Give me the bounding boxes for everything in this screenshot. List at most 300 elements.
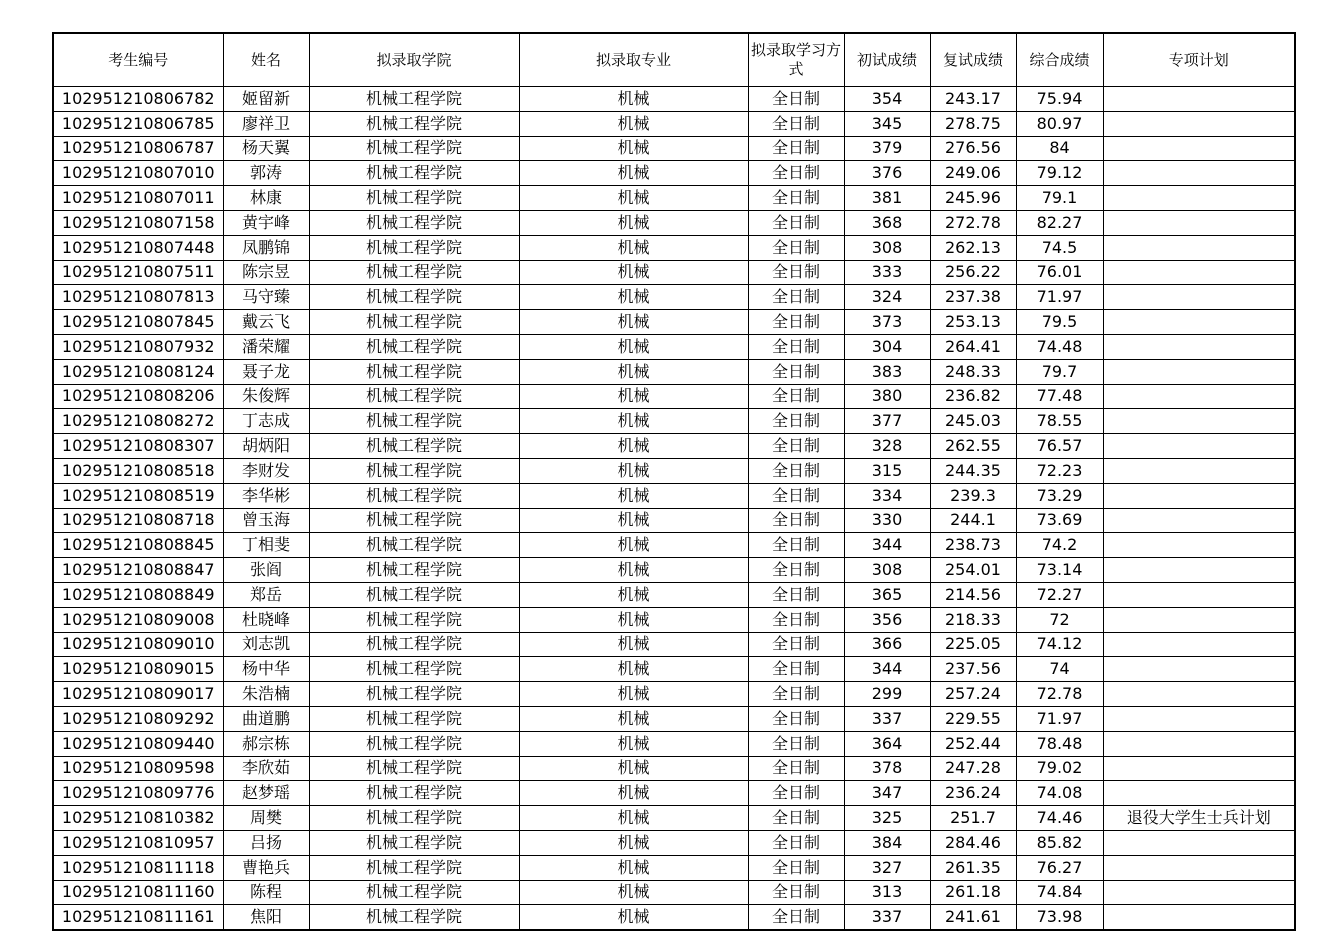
college-cell: 机械工程学院 [309,186,519,211]
name-cell: 丁相斐 [223,533,309,558]
retest-score-cell: 225.05 [930,632,1016,657]
special-plan-cell [1103,434,1295,459]
name-cell: 周樊 [223,806,309,831]
retest-score-cell: 214.56 [930,582,1016,607]
candidate-id-cell: 102951210808845 [53,533,223,558]
major-cell: 机械 [519,905,748,930]
candidate-id-cell: 102951210808519 [53,483,223,508]
initial-score-cell: 325 [844,806,930,831]
name-cell: 赵梦瑶 [223,781,309,806]
initial-score-cell: 337 [844,706,930,731]
special-plan-cell [1103,508,1295,533]
candidate-id-cell: 102951210811160 [53,880,223,905]
study-mode-cell: 全日制 [748,682,844,707]
total-score-cell: 74.48 [1016,334,1103,359]
table-row [53,409,1295,434]
special-plan-cell [1103,682,1295,707]
special-plan-cell [1103,632,1295,657]
name-cell: 胡炳阳 [223,434,309,459]
table-row [53,558,1295,583]
table-row [53,855,1295,880]
candidate-id-cell: 102951210807813 [53,285,223,310]
total-score-cell: 72.23 [1016,458,1103,483]
college-cell: 机械工程学院 [309,285,519,310]
college-cell: 机械工程学院 [309,483,519,508]
initial-score-cell: 377 [844,409,930,434]
study-mode-cell: 全日制 [748,161,844,186]
retest-score-cell: 245.96 [930,186,1016,211]
major-cell: 机械 [519,334,748,359]
retest-score-cell: 256.22 [930,260,1016,285]
college-cell: 机械工程学院 [309,582,519,607]
major-cell: 机械 [519,855,748,880]
name-cell: 杜晓峰 [223,607,309,632]
special-plan-cell [1103,558,1295,583]
major-cell: 机械 [519,260,748,285]
college-cell: 机械工程学院 [309,161,519,186]
college-cell: 机械工程学院 [309,706,519,731]
major-cell: 机械 [519,210,748,235]
retest-score-cell: 276.56 [930,136,1016,161]
candidate-id-cell: 102951210806782 [53,87,223,112]
candidate-id-cell: 102951210808847 [53,558,223,583]
initial-score-cell: 384 [844,830,930,855]
retest-score-cell: 262.13 [930,235,1016,260]
table-row [53,508,1295,533]
candidate-id-cell: 102951210810382 [53,806,223,831]
special-plan-cell [1103,781,1295,806]
total-score-cell: 79.02 [1016,756,1103,781]
name-cell: 李财发 [223,458,309,483]
header-row [53,33,1295,87]
name-cell: 潘荣耀 [223,334,309,359]
initial-score-cell: 376 [844,161,930,186]
initial-score-cell: 344 [844,533,930,558]
table-row [53,682,1295,707]
retest-score-cell: 237.38 [930,285,1016,310]
table-row [53,235,1295,260]
special-plan-cell [1103,310,1295,335]
study-mode-cell: 全日制 [748,334,844,359]
table-row [53,87,1295,112]
name-cell: 聂子龙 [223,359,309,384]
study-mode-cell: 全日制 [748,558,844,583]
retest-score-cell: 264.41 [930,334,1016,359]
initial-score-cell: 324 [844,285,930,310]
header-special-plan: 专项计划 [1103,33,1295,87]
retest-score-cell: 251.7 [930,806,1016,831]
college-cell: 机械工程学院 [309,508,519,533]
retest-score-cell: 241.61 [930,905,1016,930]
retest-score-cell: 272.78 [930,210,1016,235]
study-mode-cell: 全日制 [748,582,844,607]
total-score-cell: 76.01 [1016,260,1103,285]
initial-score-cell: 315 [844,458,930,483]
total-score-cell: 74.84 [1016,880,1103,905]
study-mode-cell: 全日制 [748,136,844,161]
special-plan-cell: 退役大学生士兵计划 [1103,806,1295,831]
special-plan-cell [1103,210,1295,235]
college-cell: 机械工程学院 [309,756,519,781]
special-plan-cell [1103,136,1295,161]
retest-score-cell: 253.13 [930,310,1016,335]
total-score-cell: 74.08 [1016,781,1103,806]
name-cell: 姬留新 [223,87,309,112]
college-cell: 机械工程学院 [309,806,519,831]
table-row [53,161,1295,186]
table-row [53,632,1295,657]
name-cell: 郭涛 [223,161,309,186]
special-plan-cell [1103,458,1295,483]
retest-score-cell: 254.01 [930,558,1016,583]
retest-score-cell: 278.75 [930,111,1016,136]
candidate-id-cell: 102951210810957 [53,830,223,855]
table-row [53,533,1295,558]
college-cell: 机械工程学院 [309,409,519,434]
total-score-cell: 74.46 [1016,806,1103,831]
total-score-cell: 74 [1016,657,1103,682]
total-score-cell: 76.27 [1016,855,1103,880]
study-mode-cell: 全日制 [748,210,844,235]
total-score-cell: 80.97 [1016,111,1103,136]
college-cell: 机械工程学院 [309,830,519,855]
retest-score-cell: 248.33 [930,359,1016,384]
major-cell: 机械 [519,235,748,260]
candidate-id-cell: 102951210807158 [53,210,223,235]
retest-score-cell: 262.55 [930,434,1016,459]
study-mode-cell: 全日制 [748,384,844,409]
table-row [53,136,1295,161]
total-score-cell: 74.5 [1016,235,1103,260]
total-score-cell: 73.14 [1016,558,1103,583]
special-plan-cell [1103,359,1295,384]
table-row [53,756,1295,781]
retest-score-cell: 244.1 [930,508,1016,533]
table-body [53,87,1295,931]
total-score-cell: 79.5 [1016,310,1103,335]
table-row [53,607,1295,632]
candidate-id-cell: 102951210807448 [53,235,223,260]
total-score-cell: 76.57 [1016,434,1103,459]
college-cell: 机械工程学院 [309,607,519,632]
study-mode-cell: 全日制 [748,186,844,211]
major-cell: 机械 [519,706,748,731]
retest-score-cell: 218.33 [930,607,1016,632]
total-score-cell: 79.7 [1016,359,1103,384]
initial-score-cell: 327 [844,855,930,880]
table-row [53,310,1295,335]
name-cell: 林康 [223,186,309,211]
initial-score-cell: 313 [844,880,930,905]
header-college: 拟录取学院 [309,33,519,87]
name-cell: 焦阳 [223,905,309,930]
name-cell: 廖祥卫 [223,111,309,136]
total-score-cell: 82.27 [1016,210,1103,235]
total-score-cell: 73.29 [1016,483,1103,508]
retest-score-cell: 261.18 [930,880,1016,905]
special-plan-cell [1103,756,1295,781]
name-cell: 戴云飞 [223,310,309,335]
name-cell: 李欣茹 [223,756,309,781]
total-score-cell: 79.12 [1016,161,1103,186]
total-score-cell: 74.12 [1016,632,1103,657]
candidate-id-cell: 102951210811161 [53,905,223,930]
table-row [53,434,1295,459]
candidate-id-cell: 102951210808849 [53,582,223,607]
major-cell: 机械 [519,310,748,335]
college-cell: 机械工程学院 [309,880,519,905]
table-row [53,781,1295,806]
initial-score-cell: 378 [844,756,930,781]
college-cell: 机械工程学院 [309,731,519,756]
table-row [53,334,1295,359]
total-score-cell: 72 [1016,607,1103,632]
initial-score-cell: 347 [844,781,930,806]
table-row [53,359,1295,384]
college-cell: 机械工程学院 [309,87,519,112]
major-cell: 机械 [519,880,748,905]
study-mode-cell: 全日制 [748,310,844,335]
college-cell: 机械工程学院 [309,210,519,235]
study-mode-cell: 全日制 [748,855,844,880]
special-plan-cell [1103,905,1295,930]
name-cell: 张阎 [223,558,309,583]
candidate-id-cell: 102951210809776 [53,781,223,806]
major-cell: 机械 [519,558,748,583]
study-mode-cell: 全日制 [748,434,844,459]
major-cell: 机械 [519,682,748,707]
special-plan-cell [1103,285,1295,310]
college-cell: 机械工程学院 [309,558,519,583]
candidate-id-cell: 102951210807010 [53,161,223,186]
study-mode-cell: 全日制 [748,533,844,558]
major-cell: 机械 [519,409,748,434]
table-row [53,483,1295,508]
study-mode-cell: 全日制 [748,607,844,632]
candidate-id-cell: 102951210807932 [53,334,223,359]
name-cell: 曾玉海 [223,508,309,533]
special-plan-cell [1103,161,1295,186]
candidate-id-cell: 102951210811118 [53,855,223,880]
total-score-cell: 73.69 [1016,508,1103,533]
special-plan-cell [1103,731,1295,756]
study-mode-cell: 全日制 [748,706,844,731]
name-cell: 马守臻 [223,285,309,310]
college-cell: 机械工程学院 [309,533,519,558]
candidate-id-cell: 102951210809017 [53,682,223,707]
initial-score-cell: 304 [844,334,930,359]
retest-score-cell: 284.46 [930,830,1016,855]
table-row [53,806,1295,831]
name-cell: 杨天翼 [223,136,309,161]
major-cell: 机械 [519,458,748,483]
study-mode-cell: 全日制 [748,905,844,930]
study-mode-cell: 全日制 [748,830,844,855]
table-row [53,582,1295,607]
candidate-id-cell: 102951210808307 [53,434,223,459]
special-plan-cell [1103,483,1295,508]
special-plan-cell [1103,334,1295,359]
college-cell: 机械工程学院 [309,359,519,384]
special-plan-cell [1103,186,1295,211]
retest-score-cell: 239.3 [930,483,1016,508]
initial-score-cell: 364 [844,731,930,756]
header-major: 拟录取专业 [519,33,748,87]
college-cell: 机械工程学院 [309,632,519,657]
initial-score-cell: 366 [844,632,930,657]
study-mode-cell: 全日制 [748,260,844,285]
major-cell: 机械 [519,830,748,855]
retest-score-cell: 245.03 [930,409,1016,434]
study-mode-cell: 全日制 [748,409,844,434]
candidate-id-cell: 102951210808272 [53,409,223,434]
special-plan-cell [1103,260,1295,285]
initial-score-cell: 334 [844,483,930,508]
college-cell: 机械工程学院 [309,434,519,459]
retest-score-cell: 244.35 [930,458,1016,483]
retest-score-cell: 247.28 [930,756,1016,781]
initial-score-cell: 373 [844,310,930,335]
major-cell: 机械 [519,731,748,756]
special-plan-cell [1103,235,1295,260]
initial-score-cell: 379 [844,136,930,161]
table-row [53,706,1295,731]
study-mode-cell: 全日制 [748,657,844,682]
retest-score-cell: 261.35 [930,855,1016,880]
college-cell: 机械工程学院 [309,260,519,285]
study-mode-cell: 全日制 [748,111,844,136]
name-cell: 朱浩楠 [223,682,309,707]
initial-score-cell: 356 [844,607,930,632]
major-cell: 机械 [519,434,748,459]
name-cell: 曹艳兵 [223,855,309,880]
table-row [53,384,1295,409]
study-mode-cell: 全日制 [748,508,844,533]
retest-score-cell: 236.82 [930,384,1016,409]
total-score-cell: 78.48 [1016,731,1103,756]
candidate-id-cell: 102951210808206 [53,384,223,409]
retest-score-cell: 236.24 [930,781,1016,806]
candidate-id-cell: 102951210808518 [53,458,223,483]
name-cell: 凤鹏锦 [223,235,309,260]
major-cell: 机械 [519,186,748,211]
candidate-id-cell: 102951210807511 [53,260,223,285]
admission-table [52,32,1296,931]
college-cell: 机械工程学院 [309,334,519,359]
total-score-cell: 71.97 [1016,285,1103,310]
special-plan-cell [1103,657,1295,682]
table-row [53,657,1295,682]
initial-score-cell: 380 [844,384,930,409]
table-row [53,880,1295,905]
special-plan-cell [1103,533,1295,558]
college-cell: 机械工程学院 [309,310,519,335]
study-mode-cell: 全日制 [748,285,844,310]
table-row [53,731,1295,756]
retest-score-cell: 229.55 [930,706,1016,731]
initial-score-cell: 368 [844,210,930,235]
candidate-id-cell: 102951210809015 [53,657,223,682]
name-cell: 刘志凯 [223,632,309,657]
total-score-cell: 71.97 [1016,706,1103,731]
total-score-cell: 74.2 [1016,533,1103,558]
table-row [53,210,1295,235]
major-cell: 机械 [519,756,748,781]
header-candidate-id: 考生编号 [53,33,223,87]
retest-score-cell: 243.17 [930,87,1016,112]
college-cell: 机械工程学院 [309,235,519,260]
candidate-id-cell: 102951210808718 [53,508,223,533]
special-plan-cell [1103,607,1295,632]
major-cell: 机械 [519,657,748,682]
major-cell: 机械 [519,508,748,533]
special-plan-cell [1103,855,1295,880]
college-cell: 机械工程学院 [309,781,519,806]
major-cell: 机械 [519,781,748,806]
table-row [53,905,1295,930]
major-cell: 机械 [519,632,748,657]
name-cell: 吕扬 [223,830,309,855]
table-row [53,285,1295,310]
major-cell: 机械 [519,359,748,384]
header-total-score: 综合成绩 [1016,33,1103,87]
retest-score-cell: 237.56 [930,657,1016,682]
college-cell: 机械工程学院 [309,384,519,409]
retest-score-cell: 249.06 [930,161,1016,186]
total-score-cell: 85.82 [1016,830,1103,855]
initial-score-cell: 365 [844,582,930,607]
table-row [53,830,1295,855]
initial-score-cell: 381 [844,186,930,211]
major-cell: 机械 [519,161,748,186]
name-cell: 郑岳 [223,582,309,607]
candidate-id-cell: 102951210809598 [53,756,223,781]
study-mode-cell: 全日制 [748,632,844,657]
candidate-id-cell: 102951210809292 [53,706,223,731]
major-cell: 机械 [519,806,748,831]
initial-score-cell: 383 [844,359,930,384]
initial-score-cell: 308 [844,235,930,260]
total-score-cell: 75.94 [1016,87,1103,112]
total-score-cell: 77.48 [1016,384,1103,409]
candidate-id-cell: 102951210807011 [53,186,223,211]
major-cell: 机械 [519,483,748,508]
candidate-id-cell: 102951210809008 [53,607,223,632]
major-cell: 机械 [519,582,748,607]
table-row [53,186,1295,211]
college-cell: 机械工程学院 [309,682,519,707]
college-cell: 机械工程学院 [309,111,519,136]
name-cell: 丁志成 [223,409,309,434]
major-cell: 机械 [519,607,748,632]
special-plan-cell [1103,409,1295,434]
major-cell: 机械 [519,111,748,136]
major-cell: 机械 [519,136,748,161]
name-cell: 郝宗栋 [223,731,309,756]
study-mode-cell: 全日制 [748,483,844,508]
college-cell: 机械工程学院 [309,458,519,483]
name-cell: 陈程 [223,880,309,905]
major-cell: 机械 [519,384,748,409]
name-cell: 黄宇峰 [223,210,309,235]
candidate-id-cell: 102951210806785 [53,111,223,136]
special-plan-cell [1103,880,1295,905]
total-score-cell: 72.27 [1016,582,1103,607]
study-mode-cell: 全日制 [748,458,844,483]
table-row [53,111,1295,136]
name-cell: 杨中华 [223,657,309,682]
retest-score-cell: 238.73 [930,533,1016,558]
